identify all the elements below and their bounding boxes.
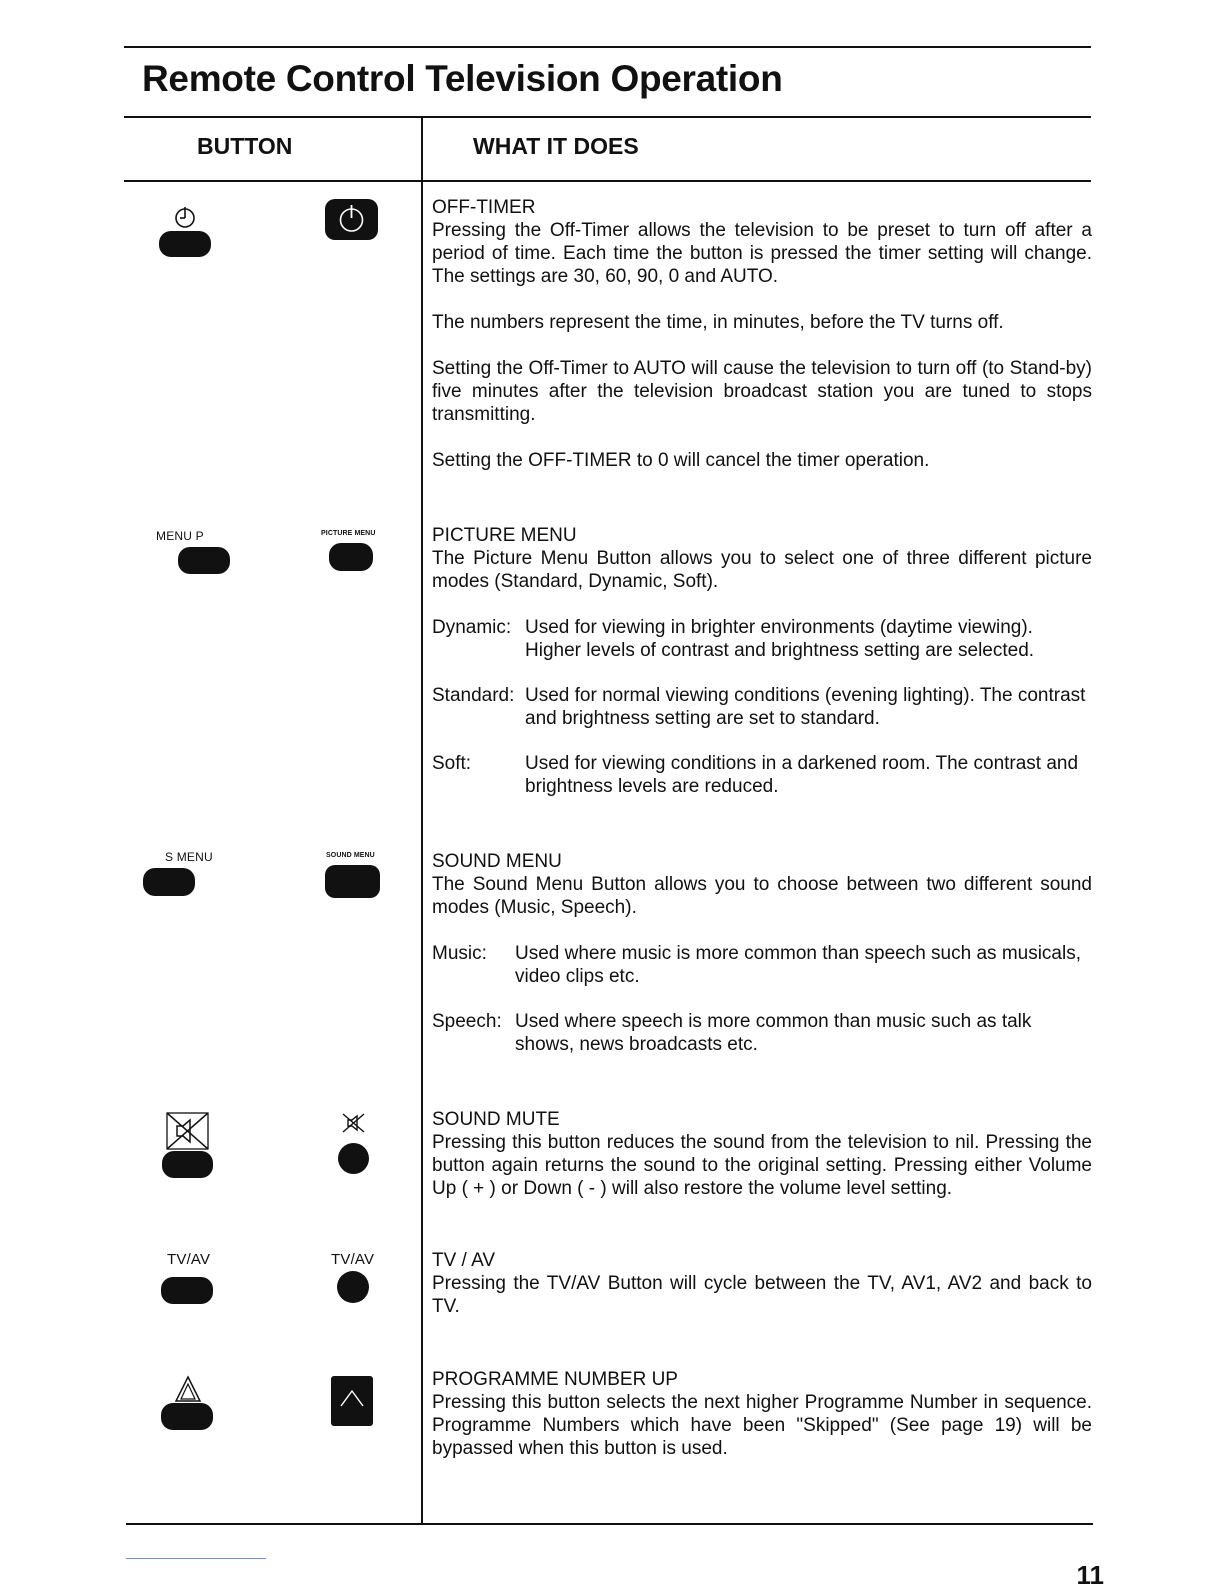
triangle-up-icon: [174, 1375, 202, 1403]
power-button-icon: [325, 199, 378, 240]
mode-speech: [432, 1010, 1092, 1056]
menu-p-label: MENU P: [156, 529, 204, 543]
picture-menu-intro: The Picture Menu Button allows you to select one of three different picture modes (Standard, Dynamic, Soft).: [432, 548, 1092, 592]
mode-term: Standard:: [432, 685, 515, 706]
mode-soft: [432, 752, 1092, 798]
prog-up-button-large[interactable]: [331, 1376, 373, 1426]
off-timer-button-large[interactable]: [325, 199, 378, 240]
mode-term: Speech:: [432, 1011, 502, 1032]
tvav-button-round[interactable]: [337, 1271, 369, 1303]
sound-menu-heading: SOUND MENU: [432, 851, 562, 872]
prog-up-heading: PROGRAMME NUMBER UP: [432, 1369, 678, 1390]
tvav-section: [432, 1249, 1092, 1341]
bottom-rule: [126, 1523, 1093, 1525]
sound-menu-intro: The Sound Menu Button allows you to choose between two different sound modes (Music, Speech).: [432, 874, 1092, 918]
prog-up-section: [432, 1368, 1092, 1483]
mute-button-small[interactable]: [162, 1151, 213, 1178]
mode-desc: Used where speech is more common than music such as talk shows, news broadcasts etc.: [515, 1011, 1032, 1055]
picture-menu-label: PICTURE MENU: [321, 530, 376, 537]
page-title: Remote Control Television Operation: [142, 58, 783, 99]
mode-desc: Used for normal viewing conditions (evening lighting). The contrast and brightness setting are set to standard.: [525, 685, 1086, 729]
column-header-what-it-does: WHAT IT DOES: [473, 133, 639, 159]
mute-button-round[interactable]: [338, 1143, 369, 1174]
off-timer-heading: OFF-TIMER: [432, 197, 536, 218]
menu-p-button[interactable]: [178, 547, 230, 574]
sound-mute-heading: SOUND MUTE: [432, 1109, 560, 1130]
speaker-mute-icon: [165, 1111, 210, 1151]
column-divider: [421, 116, 423, 1524]
mode-music: [432, 942, 1092, 988]
off-timer-para-4: Setting the OFF-TIMER to 0 will cancel the timer operation.: [432, 450, 930, 471]
footer-link-underline: [126, 1558, 266, 1559]
off-timer-para-2: The numbers represent the time, in minutes, before the TV turns off.: [432, 312, 1004, 333]
picture-menu-heading: PICTURE MENU: [432, 525, 577, 546]
mode-term: Dynamic:: [432, 617, 512, 638]
off-timer-para-1: Pressing the Off-Timer allows the television to be preset to turn off after a period of time. Each time the button is pressed the timer setting will change. The settings are 30, 60, 90, 0 and AUTO.: [432, 220, 1092, 287]
off-timer-para-3: Setting the Off-Timer to AUTO will cause the television to turn off (to Stand-by) five minutes after the television broadcast station you are tuned to stops transmitting.: [432, 358, 1092, 425]
prog-up-button-small[interactable]: [161, 1403, 213, 1430]
s-menu-button[interactable]: [143, 868, 195, 896]
speaker-mute-icon-small: [341, 1112, 366, 1134]
sound-menu-label: SOUND MENU: [326, 852, 375, 859]
off-timer-section: [432, 196, 1092, 495]
tvav-label-left: TV/AV: [167, 1251, 211, 1268]
header-top-rule: [124, 116, 1091, 118]
mode-dynamic: [432, 616, 1092, 662]
tvav-label-right: TV/AV: [331, 1251, 375, 1268]
sound-mute-text: Pressing this button reduces the sound from the television to nil. Pressing the button again returns the sound to the original setting. Pressing either Volume Up ( + ) or Down ( - ) will also restore the volume level setting.: [432, 1132, 1092, 1199]
mode-desc: Used where music is more common than speech such as musicals, video clips etc.: [515, 943, 1082, 987]
s-menu-label: S MENU: [165, 850, 213, 864]
picture-menu-button[interactable]: [329, 543, 373, 571]
header-bottom-rule: [124, 180, 1091, 182]
power-timer-icon: [172, 204, 198, 230]
mode-desc: Used for viewing conditions in a darkened room. The contrast and brightness levels are reduced.: [525, 753, 1079, 797]
off-timer-button-small[interactable]: [159, 231, 211, 257]
picture-menu-section: [432, 524, 1092, 820]
tvav-text: Pressing the TV/AV Button will cycle between the TV, AV1, AV2 and back to TV.: [432, 1273, 1092, 1317]
tvav-heading: TV / AV: [432, 1250, 496, 1271]
mode-standard: [432, 684, 1092, 730]
column-header-button: BUTTON: [197, 133, 293, 159]
prog-up-text: Pressing this button selects the next higher Programme Number in sequence. Programme Numbers which have been "Skipped" (See page 19) will be bypassed when this button is used.: [432, 1392, 1092, 1459]
mode-term: Music:: [432, 943, 487, 964]
sound-menu-section: [432, 850, 1092, 1078]
tvav-button-small[interactable]: [161, 1277, 213, 1304]
caret-up-icon: [331, 1376, 373, 1426]
sound-mute-section: [432, 1108, 1092, 1223]
mode-desc: Used for viewing in brighter environments (daytime viewing). Higher levels of contrast and brightness setting are selected.: [525, 617, 1035, 661]
mode-term: Soft:: [432, 753, 472, 774]
top-rule: [124, 46, 1091, 48]
page-number: 11: [1076, 1560, 1104, 1590]
sound-menu-button[interactable]: [325, 865, 380, 898]
